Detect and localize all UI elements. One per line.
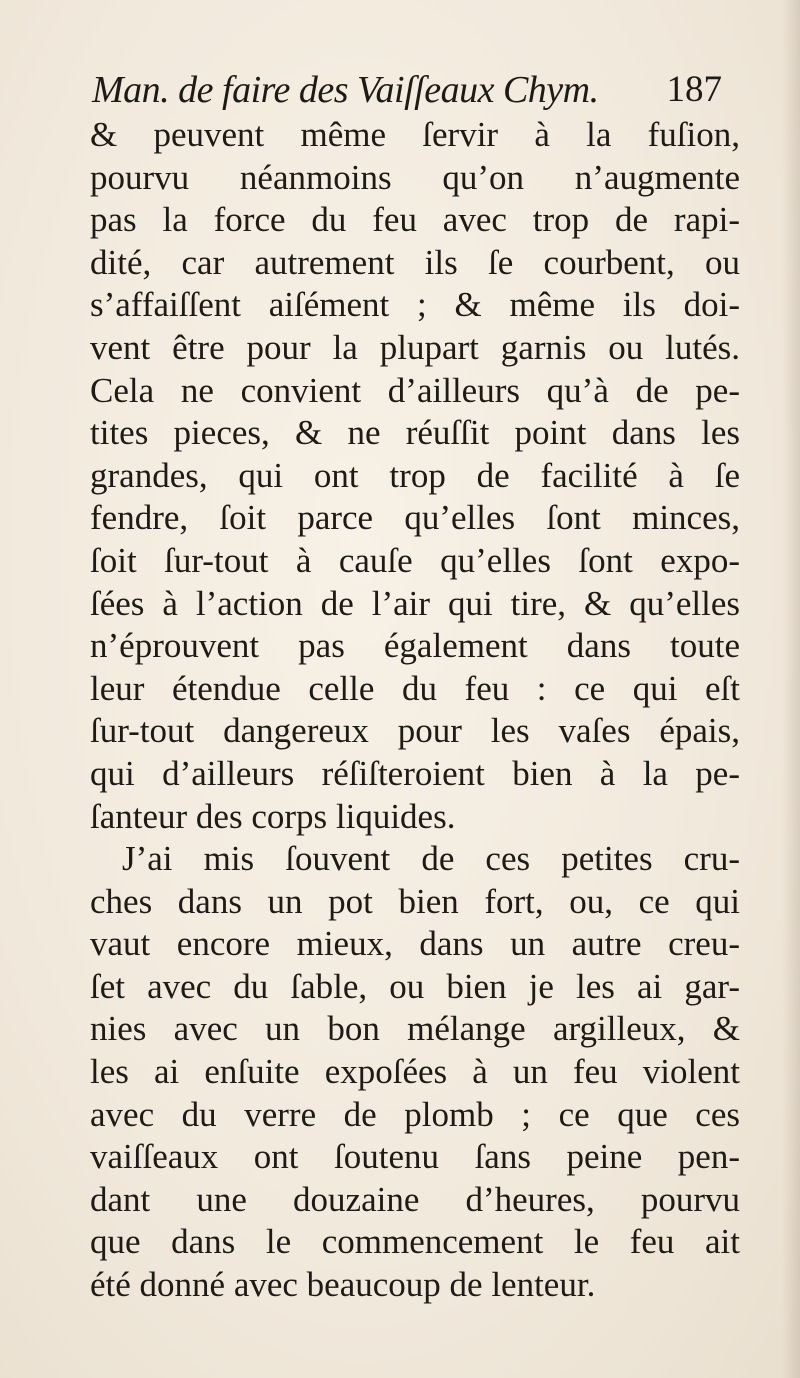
text-line: nies avec un bon mélange argilleux, & — [90, 1009, 740, 1049]
text-line: Cela ne convient d’ailleurs qu’à de pe- — [90, 370, 740, 410]
text-line: vaiſſeaux ont ſoutenu ſans peine pen- — [90, 1137, 740, 1177]
text-line: pourvu néanmoins qu’on n’augmente — [90, 157, 740, 197]
text-line: tites pieces, & ne réuſſit point dans les — [90, 413, 740, 453]
text-line: & peuvent même ſervir à la fuſion, — [90, 115, 740, 154]
body-text — [90, 114, 740, 1307]
text-line: ſet avec du ſable, ou bien je les ai gar- — [90, 966, 740, 1006]
paragraph-end-line: ſanteur des corps liquides. — [90, 796, 456, 836]
text-line: que dans le commencement le feu ait — [90, 1222, 740, 1262]
text-line: ſur-tout dangereux pour les vaſes épais, — [90, 711, 740, 751]
text-line: grandes, qui ont trop de facilité à ſe — [90, 455, 740, 495]
text-line: vaut encore mieux, dans un autre creu- — [90, 924, 740, 964]
text-line: s’affaiſſent aiſément ; & même ils doi- — [90, 285, 740, 325]
text-line: pas la force du feu avec trop de rapi- — [90, 200, 740, 240]
page-edge-shadow — [782, 0, 800, 1378]
page-number: 187 — [666, 69, 722, 110]
text-line: dité, car autrement ils ſe courbent, ou — [90, 242, 740, 282]
paragraph-start-line: J’ai mis ſouvent de ces petites cru- — [122, 839, 740, 879]
text-line: n’éprouvent pas également dans toute — [90, 626, 740, 666]
running-title: Man. de faire des Vaiſſeaux Chym. — [92, 69, 599, 111]
paragraph-end-line: été donné avec beaucoup de lenteur. — [90, 1265, 596, 1305]
text-line: les ai enſuite expoſées à un feu violent — [90, 1052, 740, 1092]
text-line: ſoit ſur-tout à cauſe qu’elles ſont expo- — [90, 540, 740, 580]
text-line: ſées à l’action de l’air qui tire, & qu’elles — [90, 583, 740, 623]
text-line: ches dans un pot bien fort, ou, ce qui — [90, 881, 740, 921]
text-line: vent être pour la plupart garnis ou lutés. — [90, 327, 740, 367]
text-line: dant une douzaine d’heures, pourvu — [90, 1179, 740, 1219]
page-header — [92, 60, 732, 120]
text-line: leur étendue celle du feu : ce qui eſt — [90, 668, 740, 708]
text-line: qui d’ailleurs réſiſteroient bien à la pe- — [90, 753, 740, 793]
text-line: fendre, ſoit parce qu’elles ſont minces, — [90, 498, 740, 538]
text-line: avec du verre de plomb ; ce que ces — [90, 1094, 740, 1134]
